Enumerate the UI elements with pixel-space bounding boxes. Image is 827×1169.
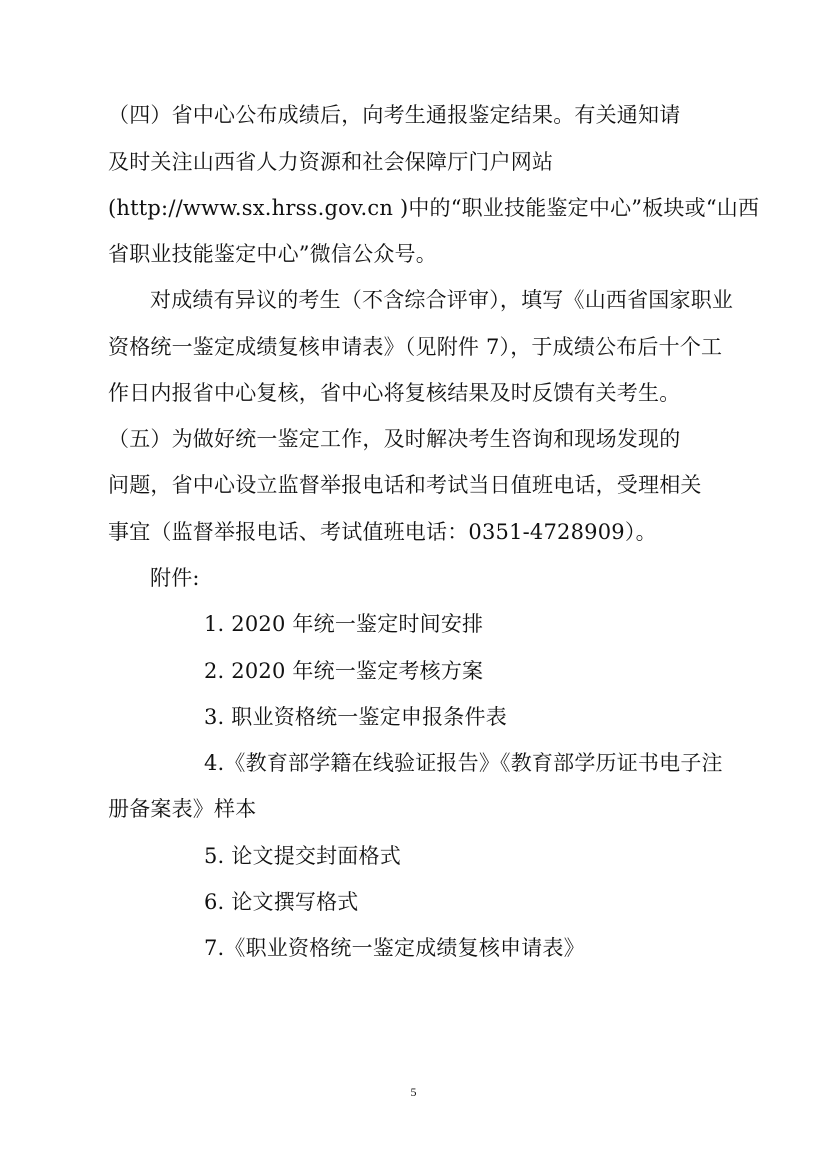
attachment-item-2: 2. 2020 年统一鉴定考核方案 (204, 659, 484, 683)
attachments-heading: 附件: (150, 566, 200, 590)
paragraph-4-line-3: (http://www.sx.hrss.gov.cn )中的“职业技能鉴定中心”板块或“山西 (108, 196, 760, 220)
paragraph-5-line-2: 问题，省中心设立监督举报电话和考试当日值班电话，受理相关 (108, 473, 702, 497)
attachment-item-4: 4.《教育部学籍在线验证报告》《教育部学历证书电子注 (204, 751, 723, 775)
attachment-item-7: 7.《职业资格统一鉴定成绩复核申请表》 (204, 936, 585, 960)
paragraph-review-line-3: 作日内报省中心复核，省中心将复核结果及时反馈有关考生。 (108, 381, 681, 405)
page-number: 5 (410, 1085, 417, 1099)
paragraph-review-line-1: 对成绩有异议的考生（不含综合评审），填写《山西省国家职业 (150, 288, 734, 312)
paragraph-5-line-1: （五）为做好统一鉴定工作，及时解决考生咨询和现场发现的 (108, 427, 681, 451)
paragraph-5-line-3: 事宜（监督举报电话、考试值班电话：0351-4728909）。 (108, 520, 657, 544)
paragraph-4-line-1: （四）省中心公布成绩后，向考生通报鉴定结果。有关通知请 (108, 103, 681, 127)
attachment-item-6: 6. 论文撰写格式 (204, 890, 359, 914)
attachment-item-5: 5. 论文提交封面格式 (204, 844, 401, 868)
attachment-item-4-continued: 册备案表》样本 (108, 797, 257, 821)
paragraph-4-line-4: 省职业技能鉴定中心”微信公众号。 (108, 242, 437, 266)
attachment-item-1: 1. 2020 年统一鉴定时间安排 (204, 612, 484, 636)
attachment-item-3: 3. 职业资格统一鉴定申报条件表 (204, 705, 507, 729)
paragraph-review-line-2: 资格统一鉴定成绩复核申请表》（见附件 7），于成绩公布后十个工 (108, 335, 723, 359)
paragraph-4-line-2: 及时关注山西省人力资源和社会保障厅门户网站 (108, 150, 554, 174)
